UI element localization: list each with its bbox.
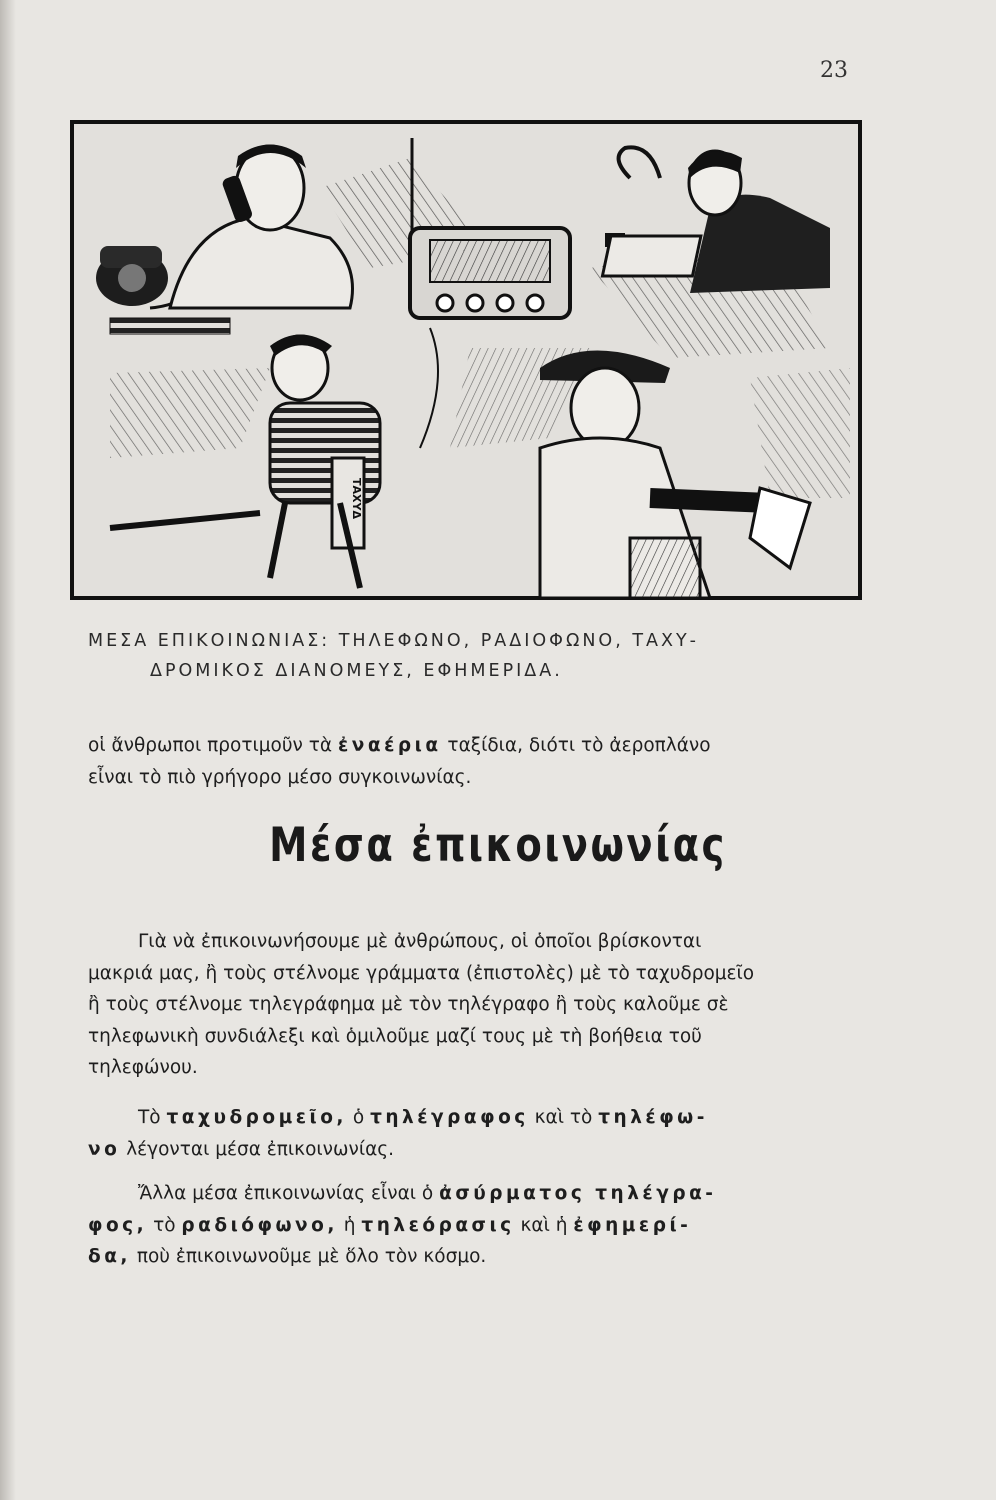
p1-line-2: μακριά μας, ἢ τοὺς στέλνομε γράμματα (ἐπιστολὲς) μὲ τὸ ταχυδρομεῖο [88,962,755,984]
p3-text-5: ποὺ ἐπικοινωνοῦμε μὲ ὅλο τὸν κόσμο. [130,1246,487,1267]
p3-emph-newspaper: ἐφημερί- [573,1214,692,1236]
page-number: 23 [820,58,848,83]
communication-illustration [70,118,862,604]
p1-line-3: ἢ τοὺς στέλνομε τηλεγράφημα μὲ τὸν τηλέγραφο ἢ τοὺς καλοῦμε σὲ [88,994,729,1015]
paragraph-1 [88,926,860,1084]
p3-text: Ἄλλα μέσα ἐπικοινωνίας εἶναι ὁ [138,1183,440,1204]
intro-line-2: εἶναι τὸ πιὸ γρήγορο μέσο συγκοινωνίας. [88,766,472,788]
page-binding-shadow [0,0,16,1500]
p3-text-2: τὸ [147,1214,182,1236]
p3-emph-radio: ραδιόφωνο, [181,1214,338,1236]
illustration-caption [88,626,848,686]
p3-emph-wireless: ἀσύρματος τηλέγρα- [439,1183,717,1204]
caption-line-1: ΜΕΣΑ ΕΠΙΚΟΙΝΩΝΙΑΣ: ΤΗΛΕΦΩΝΟ, ΡΑΔΙΟΦΩΝΟ, ΤΑΧΥ- [88,631,699,651]
section-heading: Μέσα ἐπικοινωνίας [269,818,727,873]
intro-emphasis: ἐναέρια [337,735,442,756]
p3-emph-television: τηλεόρασις [361,1214,515,1236]
p2-emph-postoffice: ταχυδρομεῖο, [166,1107,347,1128]
paragraph-2 [88,1102,860,1165]
paragraph-3 [88,1178,860,1273]
intro-paragraph [88,730,860,793]
p3-emph-newspaper-end: δα, [88,1246,131,1267]
p3-text-4: καὶ ἡ [514,1214,574,1236]
p2-text-2: ὁ [346,1107,371,1128]
p2-text-3: καὶ τὸ [528,1107,599,1128]
p1-line-1: Γιὰ νὰ ἐπικοινωνήσουμε μὲ ἀνθρώπους, οἱ ὁποῖοι βρίσκονται [138,931,702,952]
p2-emph-telegraph: τηλέγραφος [370,1107,529,1128]
p2-text: Τὸ [138,1107,167,1128]
p2-emph-telephone: τηλέφω- [598,1107,708,1128]
p1-line-4: τηλεφωνικὴ συνδιάλεξι καὶ ὁμιλοῦμε μαζί τους μὲ τὴ βοήθεια τοῦ [88,1025,702,1047]
intro-text-2: ταξίδια, διότι τὸ ἀεροπλάνο [441,735,711,756]
p3-emph-wireless-end: φος, [88,1214,148,1236]
intro-text: οἱ ἄνθρωποι προτιμοῦν τὰ [88,735,338,756]
caption-line-2: ΔΡΟΜΙΚΟΣ ΔΙΑΝΟΜΕΥΣ, ΕΦΗΜΕΡΙΔΑ. [150,661,563,681]
newspaper-stamp-text: ΤΑΧΥΔ [350,478,363,519]
p2-emph-telephone-end: νο [88,1138,121,1160]
p2-text-4: λέγονται μέσα ἐπικοινωνίας. [120,1138,395,1160]
p3-text-3: ἡ [337,1214,362,1236]
p1-line-5: τηλεφώνου. [88,1057,198,1078]
